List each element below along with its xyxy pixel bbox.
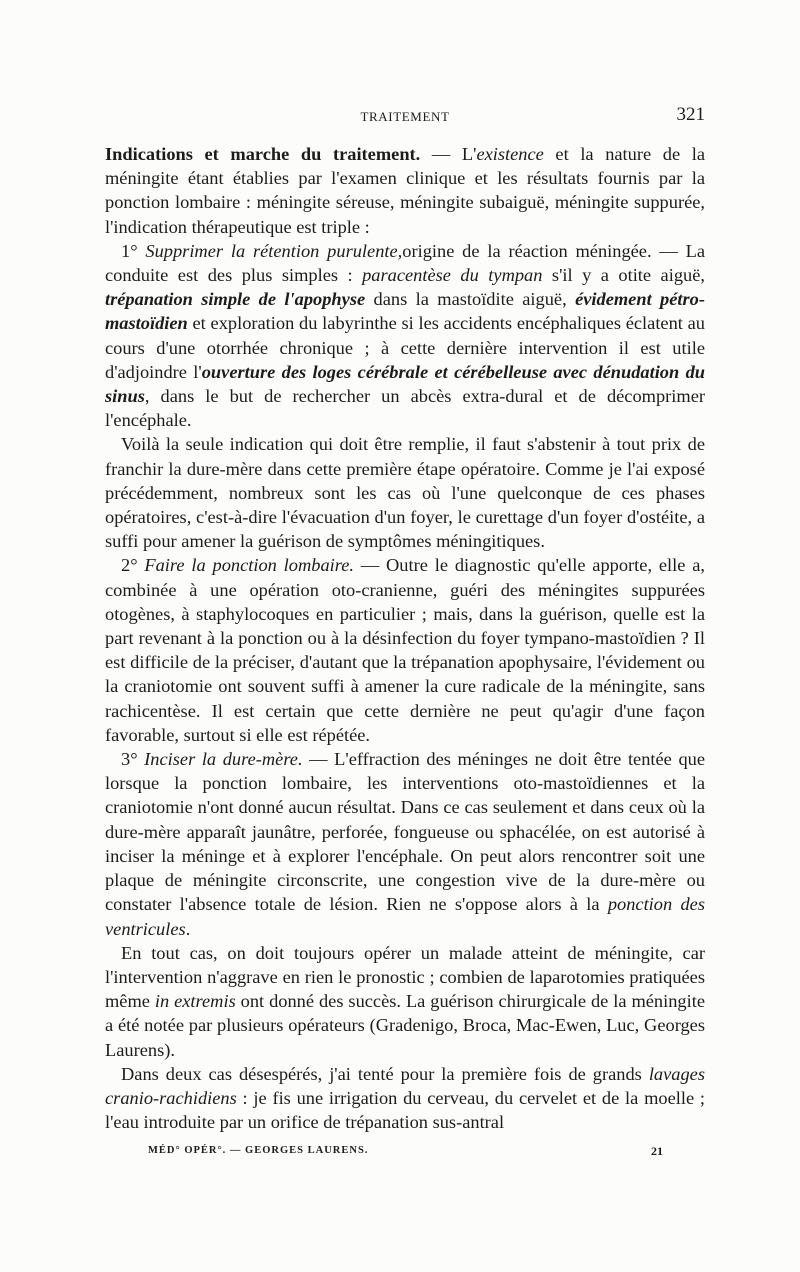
running-title: TRAITEMENT bbox=[360, 109, 450, 124]
page-footer bbox=[148, 1145, 663, 1165]
italic-run: Faire la ponction lombaire. bbox=[144, 555, 354, 576]
text-run: origine de la réaction méningée. — La conduite est des plus simples : bbox=[105, 240, 705, 286]
text-run: dans la mastoïdite aiguë, bbox=[365, 289, 576, 310]
body-text bbox=[105, 142, 705, 1134]
text-run: 2° bbox=[121, 555, 145, 576]
italic-run: Inciser la dure-mère. bbox=[144, 749, 303, 770]
paragraph-2 bbox=[105, 239, 705, 433]
italic-run: ponction des ventricules bbox=[105, 894, 705, 939]
paragraph-3: Voilà la seule indication qui doit être remplie, il faut s'abstenir à tout prix de franchir la dure-mère dans cette première étape opératoire. Comme je l'ai exposé précédemment, nombreux sont les cas où l'une quelconque de ces phases opératoires, c'est-à-dire l'évacuation d'un foyer, le curettage d'un foyer d'ostéite, a suffi pour amener la guérison de symptômes méningitiques. bbox=[105, 434, 705, 552]
text-run: — Outre le diagnostic qu'elle apporte, elle a, combinée à une opération oto-cranienne, guéri des méningites suppurées otogènes, à staphylocoques en particulier ; mais, dans la guérison, quelle est la part revenant à la ponction ou à la désinfection du foyer tympano-mastoïdien ? Il est difficile de la préciser, d'autant que la trépanation apophysaire, l'évidement ou la craniotomie ont souvent suffi à amener la cure radicale de la méningite, sans rachicentèse. Il est certain que cette dernière ne peut qu'agir d'une façon favorable, surtout si elle est répétée. bbox=[105, 555, 705, 745]
text-run: : je fis une irrigation du cerveau, du cervelet et de la moelle ; l'eau introduite par un orifice de trépanation sus-antral bbox=[105, 1087, 705, 1133]
italic-run: lavages cranio-rachidiens bbox=[105, 1063, 705, 1108]
text-run: En tout cas, on doit toujours opérer un malade atteint de méningite, car l'intervention n'aggrave en rien le pronostic ; combien de laparotomies pratiquées même bbox=[105, 942, 705, 1012]
text-run: , dans le but de rechercher un abcès extra-dural et de décomprimer l'encéphale. bbox=[105, 386, 705, 431]
italic-run: existence bbox=[476, 144, 544, 164]
running-head bbox=[105, 104, 705, 128]
paragraph-4 bbox=[105, 553, 705, 747]
italic-run: Supprimer la rétention purulente, bbox=[145, 240, 403, 261]
text-run: 3° bbox=[121, 749, 145, 770]
paragraph-7 bbox=[105, 1062, 705, 1135]
text-run: et la nature de la méningite étant établies par l'examen clinique et les résultats fournis par la ponction lombaire : méningite séreuse, méningite subaiguë, méningite suppurée, l'indication thérapeutique est triple : bbox=[105, 144, 705, 237]
signature-line: MÉD° OPÉR°. — GEORGES LAURENS. bbox=[148, 1145, 369, 1156]
text-run: Dans deux cas désespérés, j'ai tenté pour la première fois de grands bbox=[121, 1063, 649, 1084]
italic-run: paracentèse du tympan bbox=[362, 265, 543, 286]
paragraph-6 bbox=[105, 941, 705, 1062]
text-run: ont donné des succès. La guérison chirurgicale de la méningite a été notée par plusieurs opérateurs (Gradenigo, Broca, Mac-Ewen, Luc, Georges Laurens). bbox=[105, 991, 705, 1060]
text-run: 1° bbox=[121, 240, 146, 261]
italic-run: in extremis bbox=[154, 991, 236, 1012]
bold-italic-run: trépanation simple de l'apophyse bbox=[105, 289, 366, 310]
sheet-number: 21 bbox=[651, 1144, 663, 1158]
bold-italic-run: ouverture des loges cérébrale et cérébelleuse avec dénudation du sinus bbox=[105, 361, 705, 407]
text-run: . bbox=[185, 918, 191, 939]
section-heading: Indications et marche du traitement. bbox=[105, 144, 421, 164]
paragraph-5 bbox=[105, 747, 705, 941]
text-run: s'il y a otite aiguë, bbox=[542, 265, 705, 286]
text-run: — L' bbox=[420, 144, 477, 164]
text-run: et exploration du labyrinthe si les accidents encéphaliques éclatent au cours d'une otorrhée chronique ; à cette dernière intervention il est utile d'adjoindre l' bbox=[105, 313, 705, 382]
text-run: — L'effraction des méninges ne doit être tentée que lorsque la ponction lombaire, les interventions oto-mastoïdiennes et la craniotomie n'ont donné aucun résultat. Dans ce cas seulement et dans ceux où la dure-mère apparaît jaunâtre, perforée, fongueuse ou sphacélée, on est autorisé à inciser la méninge et à explorer l'encéphale. On peut alors rencontrer soit une plaque de méningite circonscrite, une congestion vive de la dure-mère ou constater l'absence totale de lésion. Rien ne s'oppose alors à la bbox=[105, 749, 705, 915]
bold-italic-run: évidement pétro-mastoïdien bbox=[105, 289, 706, 334]
page-number: 321 bbox=[676, 104, 705, 125]
paragraph-1 bbox=[105, 142, 705, 239]
